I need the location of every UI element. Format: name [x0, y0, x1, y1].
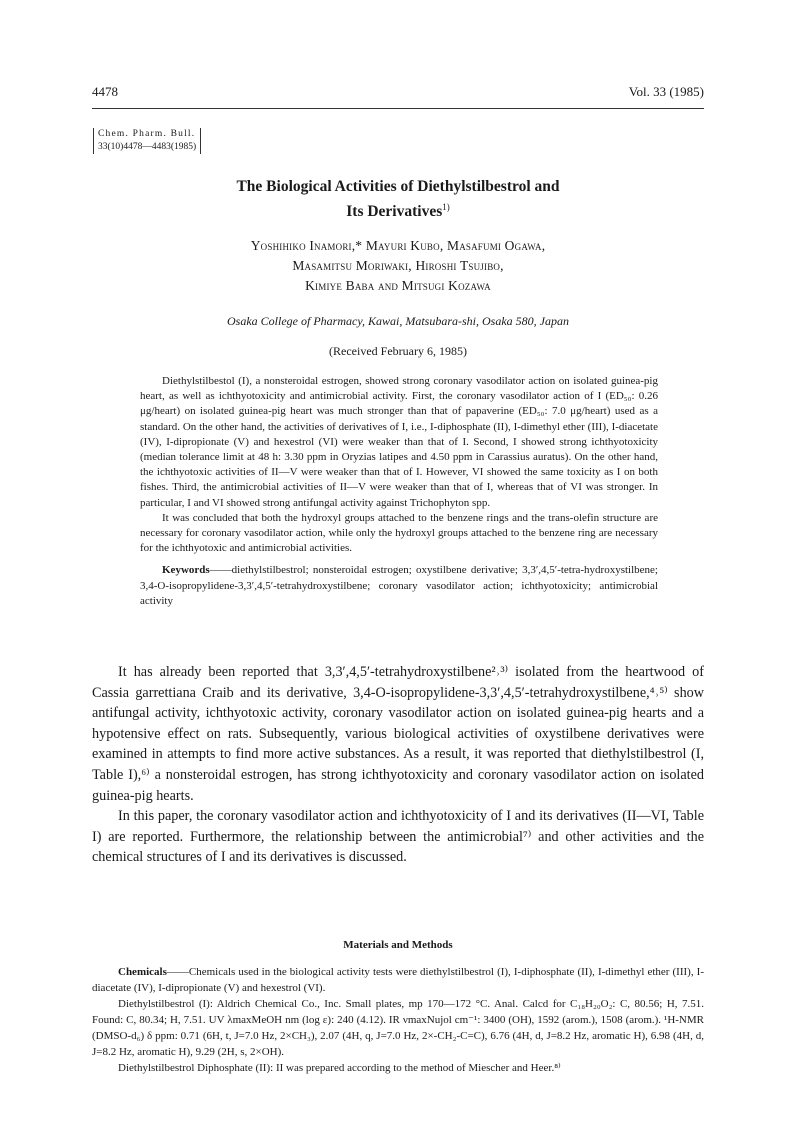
chemicals-text: ——Chemicals used in the biological activity tests were diethylstilbestrol (I), I-diphosphate (II), I-dimethyl ether (III), I-diacetate (IV), I-dipropionate (V) and hexestrol (VI).: [92, 966, 704, 994]
methods-section: [92, 964, 704, 1076]
abstract-paragraph-1: Diethylstilbestol (I), a nonsteroidal estrogen, showed strong coronary vasodilator action on isolated guinea-pig heart, as well as ichthyotoxicity and antimicrobial activity. First, the coronary vasodilator action of I (ED₅₀: 0.26 μg/heart) on isolated guinea-pig heart was much stronger than that of papaverine (ED₅₀: 7.0 μg/heart) used as a standard. On the other hand, the activities of derivatives of I, i.e., I-diphosphate (II), I-dimethyl ether (III), I-diacetate (IV), I-dipropionate (V) and hexestrol (VI) were weaker than that of I. Second, I showed strong ichthyotoxicity (median tolerance limit at 48 h: 3.30 ppm in Oryzias latipes and 4.50 ppm in Carassius auratus). On the other hand, the ichthyotoxic activities of II—V were weaker than that of I. However, VI showed the same toxicity as I on both fishes. Third, the antimicrobial activities of II—V were weaker than that of I, whereas that of VI was stronger. In particular, I and VI showed strong antifungal activity against Trichophyton spp.: [140, 375, 658, 509]
section-heading-materials-methods: Materials and Methods: [343, 939, 453, 951]
title-line-1: The Biological Activities of Diethylstilbestrol and: [236, 178, 560, 195]
chemicals-label: Chemicals: [118, 966, 167, 978]
methods-paragraph-2: Diethylstilbestrol Diphosphate (II): II was prepared according to the method of Miescher and Heer.⁸⁾: [118, 1062, 561, 1074]
title-line-2: Its Derivatives$^{1)}$: [346, 202, 450, 221]
abstract: [140, 374, 658, 609]
title-footnote-marker: 1): [442, 202, 450, 212]
keywords-text: ——diethylstilbestrol; nonsteroidal estrogen; oxystilbene derivative; 3,3′,4,5′-tetra-hydroxystilbene; 3,4-O-isopropylidene-3,3′,4,5′-tetrahydroxystilbene; coronary vasodilator action; ichthyotoxicity; antimicrobial activity: [140, 564, 658, 607]
received-date: (Received February 6, 1985): [329, 344, 467, 358]
page-number: 4478: [92, 84, 118, 99]
keywords-label: Keywords: [162, 564, 210, 577]
authors-line-1: Yoshihiko Inamori,* Mayuri Kubo, Masafumi Ogawa,: [250, 238, 546, 253]
journal-reference: 33(10)4478—4483(1985): [98, 142, 197, 152]
journal-citation-box: [93, 128, 201, 154]
intro-paragraph-1: It has already been reported that 3,3′,4,5′-tetrahydroxystilbene²˒³⁾ isolated from the heartwood of Cassia garrettiana Craib and its derivative, 3,4-O-isopropylidene-3,3′,4,5′-tetrahydroxystilbene,⁴˒⁵⁾ show antifungal activity, ichthyotoxic activity, coronary vasodilator action on isolated guinea-pig hearts and a hypotensive effect on rats. Subsequently, various biological activities of oxystilbene derivatives were examined in attempts to find more active substances. As a result, it was reported that diethylstilbestrol (I, Table I),⁶⁾ a nonsteroidal estrogen, has strong ichthyotoxicity and coronary vasodilator action on isolated guinea-pig hearts.: [92, 664, 704, 804]
affiliation: Osaka College of Pharmacy, Kawai, Matsubara-shi, Osaka 580, Japan: [227, 314, 569, 328]
intro-paragraph-2: In this paper, the coronary vasodilator action and ichthyotoxicity of I and its derivatives (II—VI, Table I) are reported. Furthermore, the relationship between the antimicrobial⁷⁾ and other activities and the chemical structures of I and its derivatives is discussed.: [92, 808, 704, 866]
article-title: [92, 177, 704, 222]
header-rule: [92, 108, 704, 109]
introduction: [92, 662, 704, 868]
volume-info: Vol. 33 (1985): [628, 84, 704, 99]
abstract-paragraph-2: It was concluded that both the hydroxyl groups attached to the benzene rings and the trans-olefin structure are necessary for coronary vasodilator action, while only the hydroxyl groups attached to the benzene ring are necessary for the ichthyotoxic and antimicrobial activities.: [140, 511, 658, 555]
keywords: [140, 563, 658, 609]
authors-line-3: Kimiye Baba and Mitsugi Kozawa: [305, 278, 491, 293]
chemicals-paragraph: [92, 964, 704, 996]
methods-paragraph-1: Diethylstilbestrol (I): Aldrich Chemical Co., Inc. Small plates, mp 170—172 °C. Anal. Calcd for C₁₈H₂₀O₂: C, 80.56; H, 7.51. Found: C, 80.34; H, 7.51. UV λmaxMeOH nm (log ε): 240 (4.12). IR νmaxNujol cm⁻¹: 3400 (OH), 1592 (arom.), 1508 (arom.). ¹H-NMR (DMSO-d₆) δ ppm: 0.71 (6H, t, J=7.0 Hz, 2×CH₃), 2.07 (4H, q, J=7.0 Hz, 2×-CH₂-C=C), 6.76 (4H, d, J=8.2 Hz, aromatic H), 6.98 (4H, d, J=8.2 Hz, aromatic H), 9.29 (2H, s, 2×OH).: [92, 998, 704, 1058]
journal-name: Chem. Pharm. Bull.: [98, 129, 196, 139]
authors-line-2: Masamitsu Moriwaki, Hiroshi Tsujibo,: [292, 258, 504, 273]
author-list: [92, 236, 704, 296]
